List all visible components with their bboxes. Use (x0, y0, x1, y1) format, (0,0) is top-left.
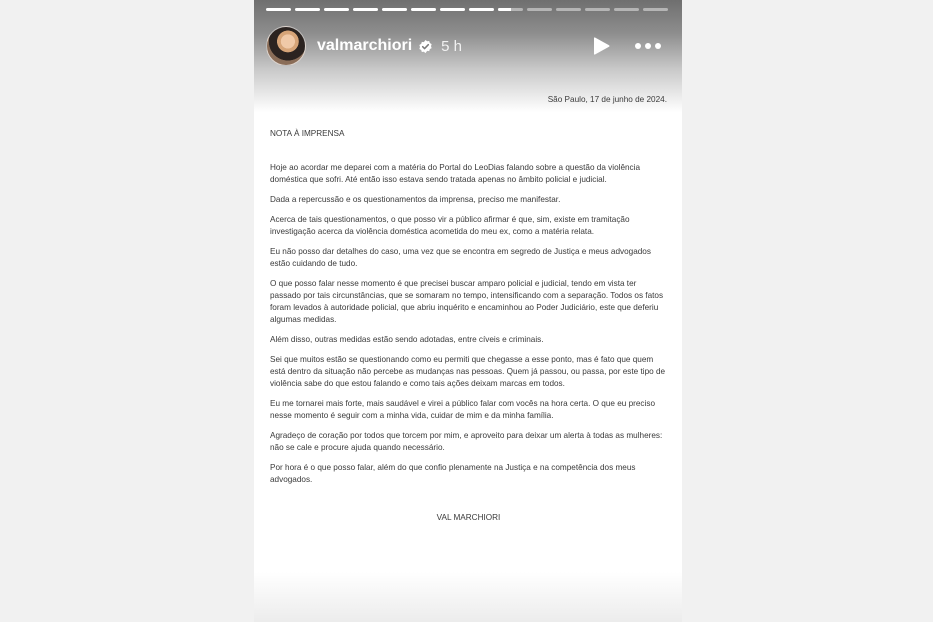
document-paragraph: Por hora é o que posso falar, além do que confio plenamente na Justiça e na competência dos meus advogados. (270, 463, 636, 484)
progress-segment-fill (295, 8, 320, 11)
progress-segment (295, 8, 320, 11)
progress-segment (440, 8, 465, 11)
progress-segment (643, 8, 668, 11)
progress-segment-fill (324, 8, 349, 11)
verified-badge-icon (418, 39, 433, 54)
more-options-icon[interactable] (634, 41, 662, 51)
progress-segment (614, 8, 639, 11)
document-paragraph: Eu me tornarei mais forte, mais saudável e virei a público falar com vocês na hora certa. O que eu preciso nesse momento é seguir com a minha vida, cuidar de mim e da minha família. (270, 399, 655, 420)
avatar[interactable] (266, 26, 306, 66)
story-viewer[interactable] (254, 0, 682, 622)
progress-segment (324, 8, 349, 11)
document-signature: VAL MARCHIORI (436, 513, 501, 522)
document-body (270, 162, 667, 486)
document-paragraph: Dada a repercussão e os questionamentos da imprensa, preciso me manifestar. (270, 195, 561, 204)
document-paragraph: Acerca de tais questionamentos, o que posso vir a público afirmar é que, sim, existe em tramitação investigação acerca da violência doméstica acometida do meu ex, como a matéria relata. (270, 215, 630, 236)
progress-segment (527, 8, 552, 11)
press-note-document (270, 92, 667, 524)
document-date: São Paulo, 17 de junho de 2024. (547, 95, 667, 104)
story-progress-bar (266, 8, 668, 11)
progress-segment (353, 8, 378, 11)
post-time: 5 h (441, 37, 463, 55)
bottom-gradient (254, 572, 682, 622)
progress-segment-fill (382, 8, 407, 11)
progress-segment (411, 8, 436, 11)
progress-segment (585, 8, 610, 11)
progress-segment-fill (411, 8, 436, 11)
document-heading: NOTA À IMPRENSA (270, 129, 345, 138)
progress-segment (556, 8, 581, 11)
document-paragraph: Agradeço de coração por todos que torcem por mim, e aproveito para deixar um alerta à todas as mulheres: não se cale e procure ajuda quando necessário. (270, 431, 663, 452)
document-paragraph: Eu não posso dar detalhes do caso, uma vez que se encontra em segredo de Justiça e meus advogados estão cuidando de tudo. (270, 247, 651, 268)
progress-segment-fill (498, 8, 511, 11)
document-paragraph: Além disso, outras medidas estão sendo adotadas, entre cíveis e criminais. (270, 335, 544, 344)
progress-segment (498, 8, 523, 11)
document-paragraph: O que posso falar nesse momento é que precisei buscar amparo policial e judicial, tendo em vista ter passado por tais circunstâncias, que se somaram no tempo, intensificando com a separação. Todos os fatos foram levados à autoridade policial, que abriu inquérito e encaminhou ao Poder Judiciário, este que deferiu algumas medidas. (270, 279, 664, 324)
progress-segment-fill (440, 8, 465, 11)
progress-segment-fill (353, 8, 378, 11)
progress-segment-fill (266, 8, 291, 11)
document-paragraph: Hoje ao acordar me deparei com a matéria do Portal do LeoDias falando sobre a questão da violência doméstica que sofri. Até então isso estava sendo tratada apenas no âmbito policial e judicial. (270, 163, 641, 184)
document-paragraph: Sei que muitos estão se questionando como eu permiti que chegasse a esse ponto, mas é fato que quem está dentro da situação não percebe as mudanças nas pessoas. Quem já passou, ou passa, por este tipo de violência sabe do que estou falando e como tais ações deixam marcas em todos. (270, 355, 666, 388)
progress-segment (382, 8, 407, 11)
username[interactable]: valmarchiori (317, 37, 413, 54)
progress-segment (266, 8, 291, 11)
story-header (266, 26, 670, 66)
play-icon[interactable] (590, 35, 612, 57)
progress-segment (469, 8, 494, 11)
progress-segment-fill (469, 8, 494, 11)
